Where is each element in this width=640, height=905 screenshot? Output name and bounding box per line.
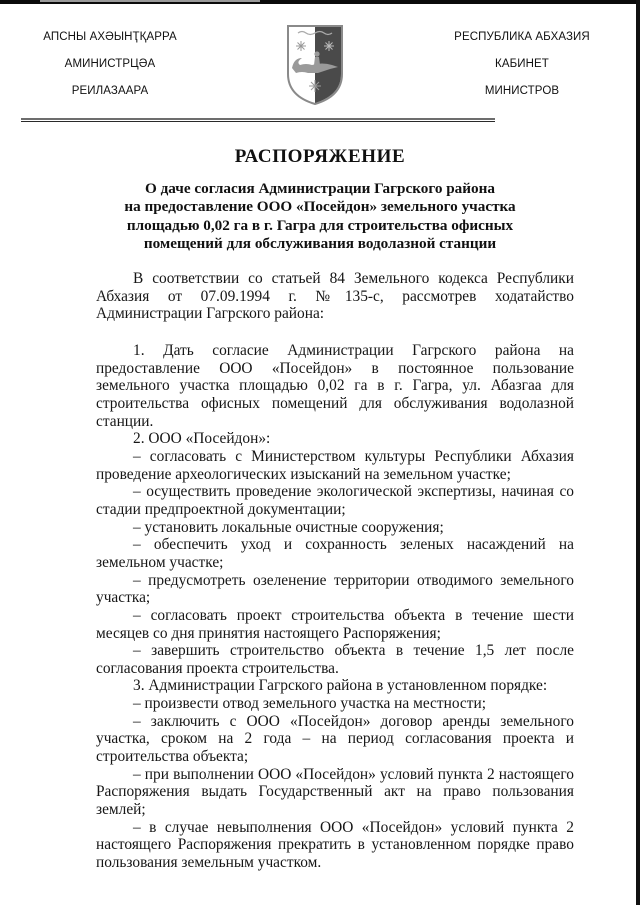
header-right-line-2: КАБИНЕТ (495, 58, 549, 70)
list-item: – обеспечить уход и сохранность зеленых насаждений на земельном участке; (96, 536, 574, 571)
header-divider-bottom (21, 121, 495, 122)
list-item: – в случае невыполнения ООО «Посейдон» условий пункта 2 настоящего Распоряжения прекратить в установленном порядке право пользования земельным участком. (96, 818, 574, 872)
document-title: РАСПОРЯЖЕНИЕ (234, 146, 406, 167)
coat-of-arms-icon (286, 24, 344, 106)
header-left-line-2: АМИНИСТРЦӘА (64, 58, 156, 70)
header-right-line-3: МИНИСТРОВ (484, 85, 560, 97)
subject-line: О даче согласия Администрации Гагрского района (145, 180, 495, 197)
list-item: – заключить с ООО «Посейдон» договор аренды земельного участка, сроком на 2 года – на период согласования проекта и строительства объекта; (96, 712, 574, 766)
paragraph-3-heading: 3. Администрации Гагрского района в установленном порядке: (133, 677, 548, 695)
scan-border-top-light (40, 0, 260, 2)
preamble-text: В соответствии со статьей 84 Земельного кодекса Республики Абхазия от 07.09.1994 г. №135-с, рассмотрев ходатайство Администрации Гагрского района: (96, 270, 574, 323)
scan-border-right (636, 0, 640, 905)
order-items (96, 342, 574, 872)
list-item: – осуществить проведение экологической экспертизы, начиная со стадии предпроектной документации; (96, 483, 574, 518)
header-right-russian (432, 30, 612, 111)
list-item: – при выполнении ООО «Посейдон» условий пункта 2 настоящего Распоряжения выдать Государственный акт на право пользования землей; (96, 765, 574, 819)
list-item: – согласовать с Министерством культуры Республики Абхазия проведение археологических изысканий на земельном участке; (96, 447, 574, 483)
list-item: – завершить строительство объекта в течение 1,5 лет после согласования проекта строительства. (96, 642, 574, 677)
subject-line: площадью 0,02 га в г. Гагра для строительства офисных (126, 216, 514, 234)
list-item: – предусмотреть озеленение территории отводимого земельного участка; (96, 571, 574, 607)
preamble (96, 270, 574, 323)
header-left-line-1: АПСНЫ АХӘЫНҬҚАРРА (43, 31, 177, 43)
document-subject (100, 180, 540, 253)
subject-line: на предоставление ООО «Посейдон» земельного участка (124, 198, 516, 216)
list-item: – согласовать проект строительства объекта в течение шести месяцев со дня принятия настоящего Распоряжения; (96, 606, 574, 642)
header-right-line-1: РЕСПУБЛИКА АБХАЗИЯ (454, 31, 590, 43)
paragraph-2-heading: 2. ООО «Посейдон»: (133, 430, 271, 448)
subject-line: помещений для обслуживания водолазной станции (143, 234, 497, 252)
paragraph-1: 1. Дать согласие Администрации Гагрского района на предоставление ООО «Посейдон» в постоянное пользование земельного участка площадью 0,02 га в г. Гагра, ул. Абазгаа для строительства офисных помещений для обслуживания водолазной станции. (96, 342, 574, 430)
list-item: – произвести отвод земельного участка на местности; (133, 695, 486, 713)
header-left-line-3: РЕИЛАЗААРА (71, 85, 149, 97)
header-left-abkhaz (20, 30, 200, 111)
list-item: – установить локальные очистные сооружения; (133, 518, 444, 536)
header-divider-top (21, 118, 495, 120)
